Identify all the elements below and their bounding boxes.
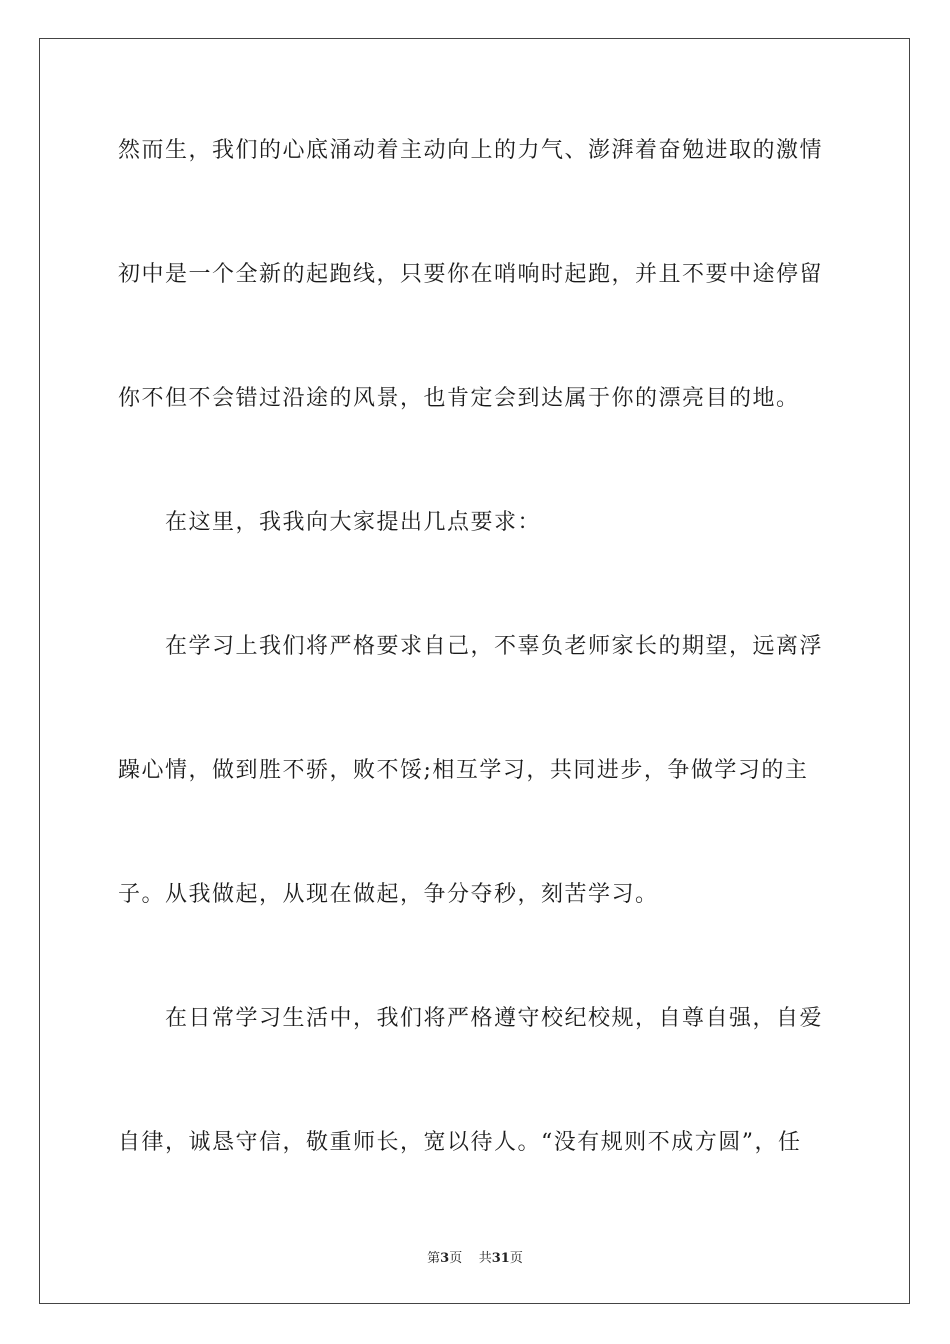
page-label-suffix: 页: [449, 1251, 463, 1266]
current-page-number: 3: [440, 1251, 450, 1266]
page-border: [39, 38, 910, 1304]
total-label-prefix: 共: [478, 1251, 492, 1266]
paragraph-line-4: 在这里，我我向大家提出几点要求：: [165, 510, 542, 535]
paragraph-line-8: 在日常学习生活中，我们将严格遵守校纪校规，自尊自强，自爱: [165, 1006, 824, 1031]
paragraph-line-9: 自律，诚恳守信，敬重师长，宽以待人。“没有规则不成方圆”，任: [118, 1130, 802, 1155]
page-label-prefix: 第: [427, 1251, 441, 1266]
paragraph-line-5: 在学习上我们将严格要求自己，不辜负老师家长的期望，远离浮: [165, 634, 824, 659]
total-pages-number: 31: [491, 1251, 510, 1266]
paragraph-line-2: 初中是一个全新的起跑线，只要你在哨响时起跑，并且不要中途停留: [118, 262, 824, 287]
paragraph-line-1: 然而生，我们的心底涌动着主动向上的力气、澎湃着奋勉进取的激情: [118, 138, 824, 163]
paragraph-line-3: 你不但不会错过沿途的风景，也肯定会到达属于你的漂亮目的地。: [118, 386, 800, 411]
page-footer: [0, 1247, 950, 1266]
paragraph-line-7: 子。从我做起，从现在做起，争分夺秒，刻苦学习。: [118, 882, 659, 907]
paragraph-line-6: 躁心情，做到胜不骄，败不馁;相互学习，共同进步，争做学习的主: [118, 758, 809, 783]
total-label-suffix: 页: [509, 1251, 523, 1266]
